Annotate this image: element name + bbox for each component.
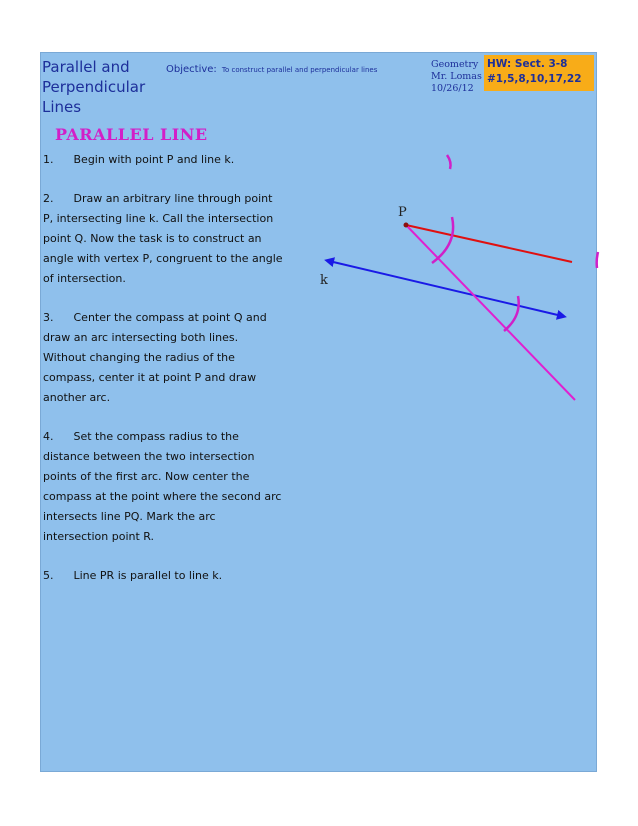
step-number: 2. (43, 192, 54, 205)
page-title: Parallel and Perpendicular Lines (42, 58, 146, 116)
objective-label: Objective: (166, 64, 217, 75)
parallel-line-pr (406, 225, 572, 262)
arc-edge-mark (597, 252, 598, 268)
lesson-date: 10/26/12 (431, 83, 474, 94)
step-text: Center the compass at point Q and draw an arc intersecting both lines. Without changing the radius of the compass, center it at point P and draw another arc. (43, 311, 267, 404)
homework-section: HW: Sect. 3-8 (487, 58, 568, 70)
arc-r-mark (447, 155, 451, 169)
objective-text: To construct parallel and perpendicular lines (221, 66, 378, 74)
step-number: 5. (43, 569, 54, 582)
section-heading: PARALLEL LINE (55, 125, 208, 144)
homework-problems: #1,5,8,10,17,22 (487, 73, 582, 85)
step-text: Line PR is parallel to line k. (73, 569, 223, 582)
step-text: Begin with point P and line k. (73, 153, 235, 166)
step-number: 1. (43, 153, 54, 166)
step-text: Set the compass radius to the distance between the two intersection points of the first arc. Now center the compass at the point where the second arc intersects line PQ. Mark the arc intersection point R. (43, 430, 282, 543)
point-p-label: P (398, 205, 407, 220)
line-k-label: k (320, 273, 328, 288)
step-number: 3. (43, 311, 54, 324)
arc-at-q (504, 296, 519, 331)
point-p (404, 223, 409, 228)
line-k (329, 261, 562, 316)
teacher-name: Mr. Lomas (431, 71, 482, 82)
course-name: Geometry (431, 59, 479, 70)
step-number: 4. (43, 430, 54, 443)
step-text: Draw an arbitrary line through point P, intersecting line k. Call the intersection point Q. Now the task is to construct an angle with vertex P, congruent to the angle of intersection. (43, 192, 283, 285)
